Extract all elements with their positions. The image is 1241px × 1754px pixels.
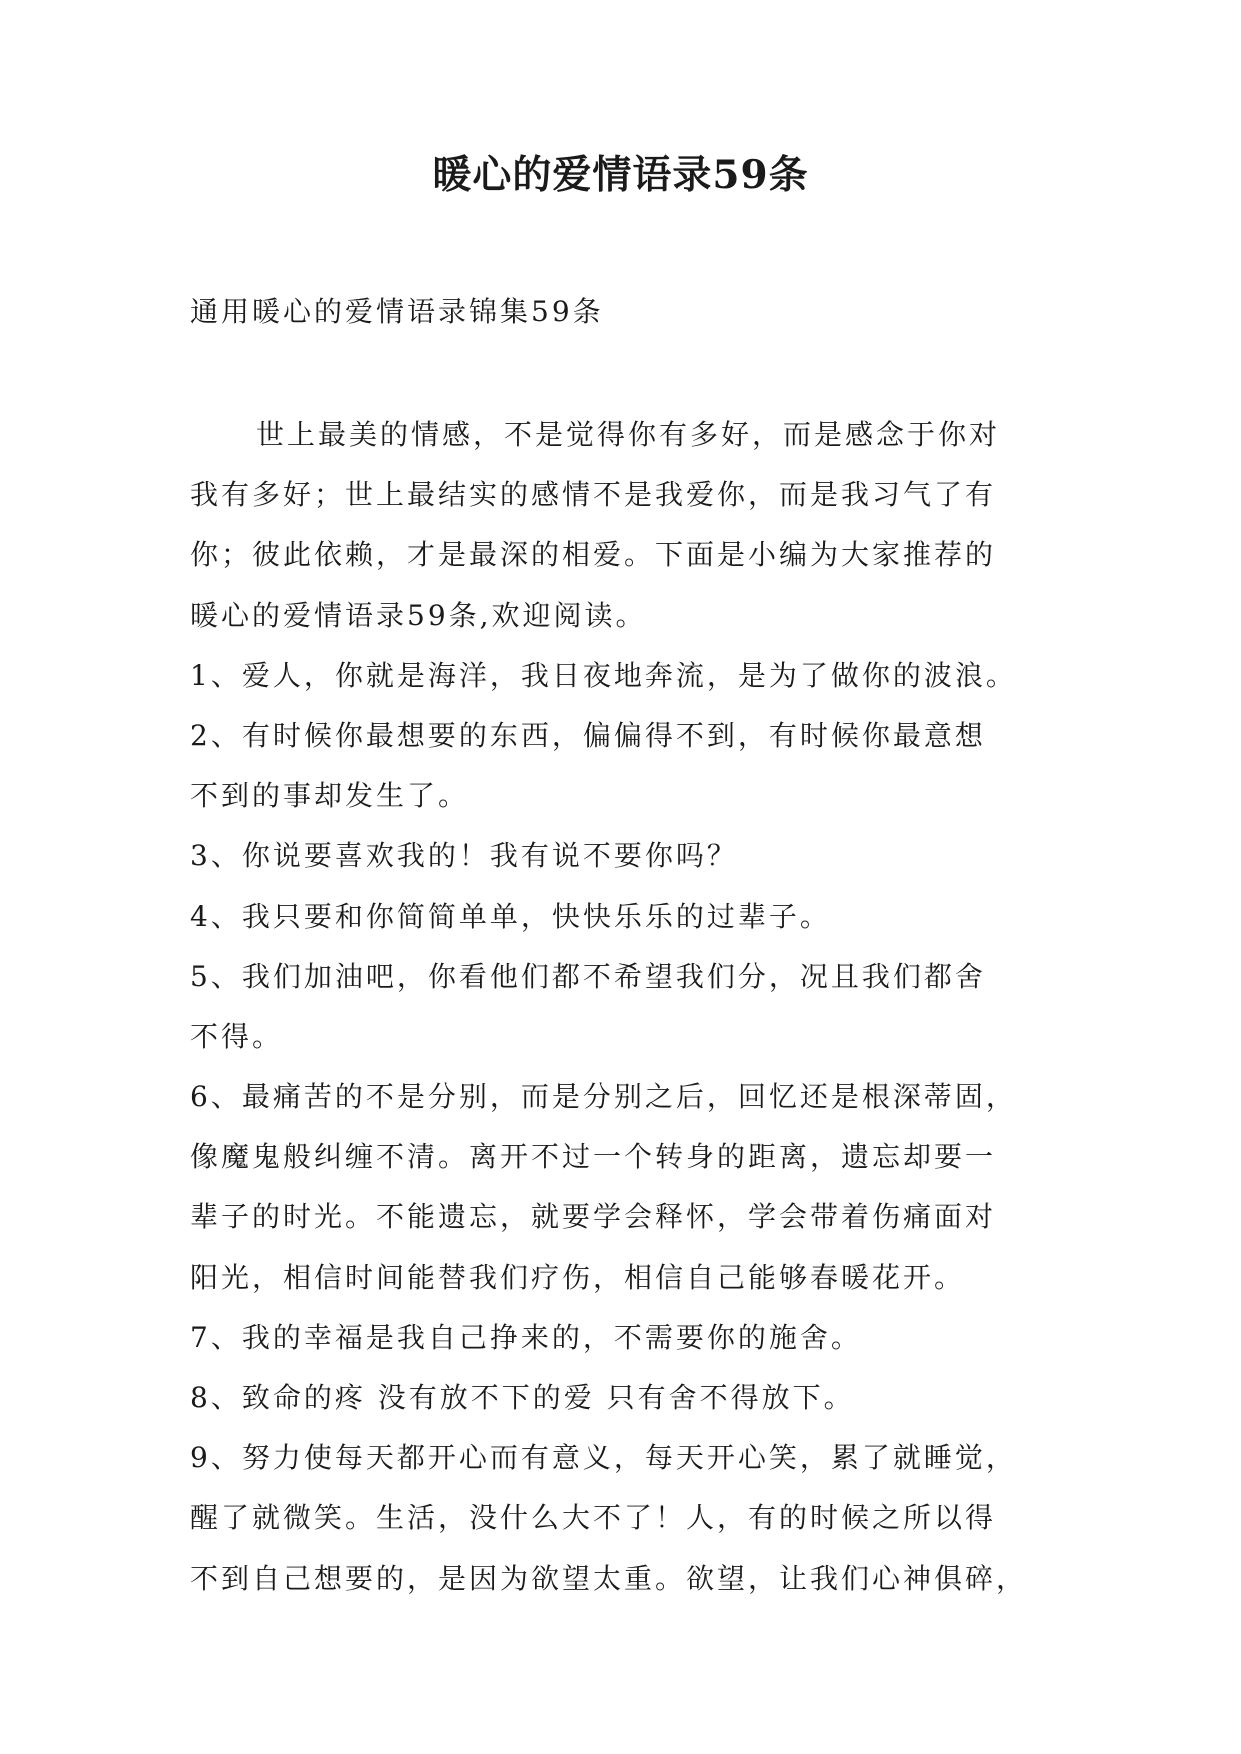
list-item-line: 2、有时候你最想要的东西，偏偏得不到，有时候你最意想 (190, 718, 986, 752)
list-item-line: 不到自己想要的，是因为欲望太重。欲望，让我们心神俱碎， (190, 1561, 1028, 1595)
document-title: 暖心的爱情语录59条 (432, 152, 809, 198)
paragraph-line: 我有多好；世上最结实的感情不是我爱你，而是我习气了有 (190, 478, 997, 512)
list-item-line: 阳光，相信时间能替我们疗伤，相信自己能够春暖花开。 (190, 1260, 966, 1294)
list-item-line: 1、爱人，你就是海洋，我日夜地奔流，是为了做你的波浪。 (190, 658, 1017, 692)
list-item-line: 醒了就微笑。生活，没什么大不了！人，有的时候之所以得 (190, 1501, 997, 1535)
list-item-line: 9、努力使每天都开心而有意义，每天开心笑，累了就睡觉， (190, 1441, 1017, 1475)
list-item-line: 3、你说要喜欢我的！我有说不要你吗？ (190, 839, 738, 873)
list-item-line: 5、我们加油吧，你看他们都不希望我们分，况且我们都舍 (190, 959, 986, 993)
list-item-line: 不得。 (190, 1019, 284, 1053)
paragraph-line: 你；彼此依赖，才是最深的相爱。下面是小编为大家推荐的 (190, 538, 997, 572)
list-item-line: 不到的事却发生了。 (190, 779, 470, 813)
list-item-line: 7、我的幸福是我自己挣来的，不需要你的施舍。 (190, 1320, 862, 1354)
list-item-line: 4、我只要和你简简单单，快快乐乐的过辈子。 (190, 899, 831, 933)
list-item-line: 6、最痛苦的不是分别，而是分别之后，回忆还是根深蒂固， (190, 1080, 1017, 1114)
paragraph-line: 暖心的爱情语录59条,欢迎阅读。 (190, 598, 647, 632)
document-subtitle: 通用暖心的爱情语录锦集59条 (190, 295, 604, 328)
document-body (190, 405, 1070, 1609)
list-item-line: 8、致命的疼 没有放不下的爱 只有舍不得放下。 (190, 1381, 855, 1414)
list-item-line: 像魔鬼般纠缠不清。离开不过一个转身的距离，遗忘却要一 (190, 1140, 997, 1174)
list-item-line: 辈子的时光。不能遗忘，就要学会释怀，学会带着伤痛面对 (190, 1200, 997, 1234)
paragraph-line: 世上最美的情感，不是觉得你有多好，而是感念于你对 (256, 418, 1001, 451)
